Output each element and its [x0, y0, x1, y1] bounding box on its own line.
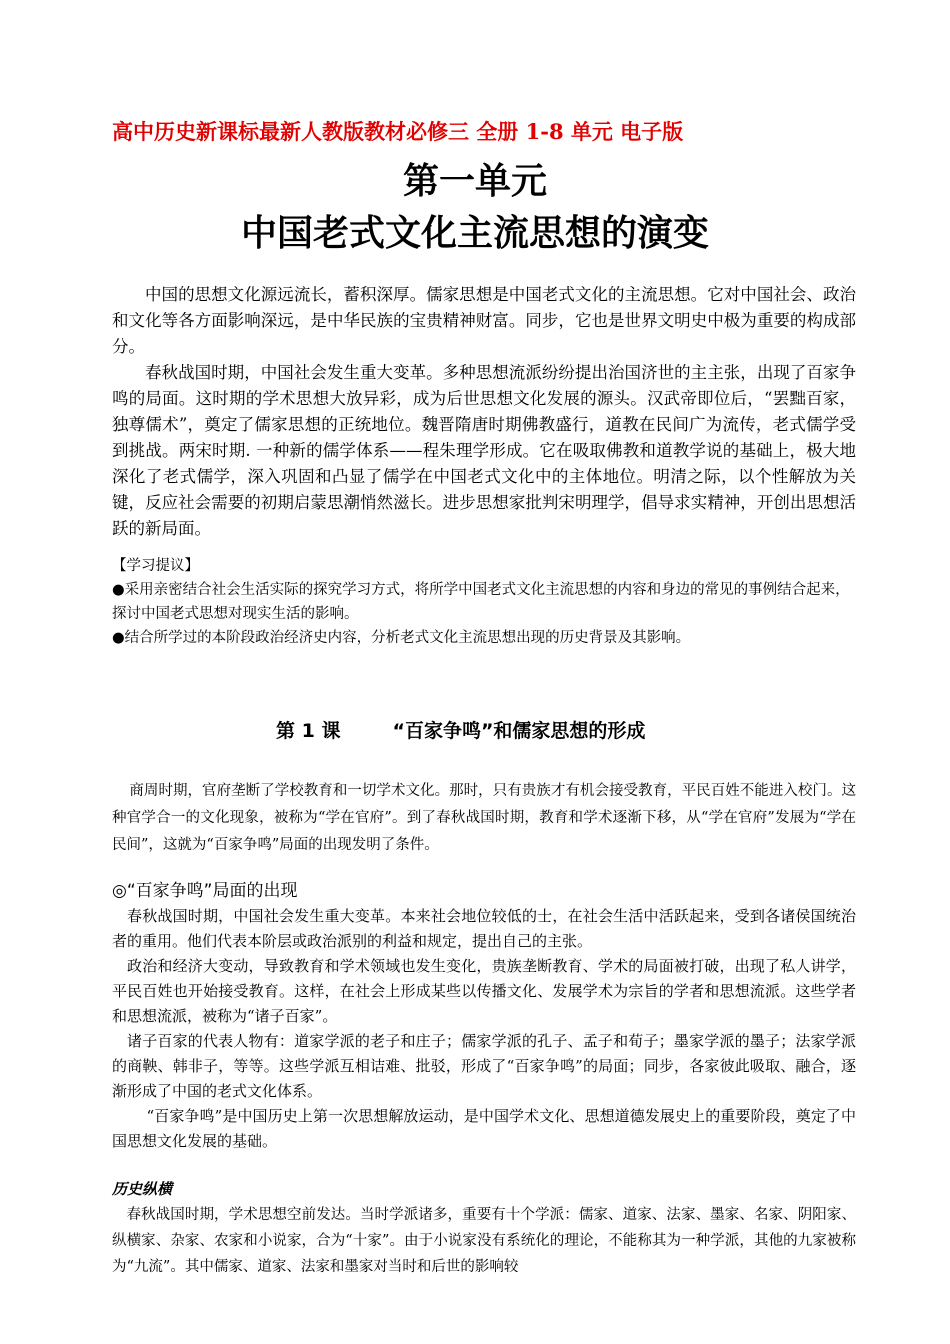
lesson-heading	[276, 716, 645, 743]
history-sidebar-body	[112, 1202, 856, 1280]
study-tip-item: ●结合所学过的本阶段政治经济史内容，分析老式文化主流思想出现的历史背景及其影响。	[112, 630, 691, 646]
lesson-title: “百家争鸣”和儒家思想的形成	[392, 720, 646, 742]
intro-paragraph: 春秋战国时期，中国社会发生重大变革。多种思想流派纷纷提出治国济世的主主张，出现了百家争鸣的局面。这时期的学术思想大放异彩，成为后世思想文化发展的源头。汉武帝即位后，“罢黜百家，独尊儒术”，奠定了儒家思想的正统地位。魏晋隋唐时期佛教盛行，道教在民间广为流传，老式儒学受到挑战。两宋时期. 一种新的儒学体系——程朱理学形成。它在吸取佛教和道教学说的基础上，极大地深化了老式儒学，深入巩固和凸显了儒学在中国老式文化中的主体地位。明清之际，以个性解放为关键，反应社会需要的初期启蒙思潮悄然滋长。进步思想家批判宋明理学，倡导求实精神，开创出思想活跃的新局面。	[112, 363, 856, 538]
section-paragraph: 政治和经济大变动，导致教育和学术领域也发生变化，贵族垄断教育、学术的局面被打破，出现了私人讲学，平民百姓也开始接受教育。这样，在社会上形成某些以传播文化、发展学术为宗旨的学者和思想流派。这些学者和思想流派，被称为“诸子百家”。	[112, 957, 856, 1025]
section-body	[112, 904, 856, 1154]
unit-intro	[112, 282, 856, 542]
study-tips	[112, 554, 856, 650]
section-paragraph: 诸子百家的代表人物有：道家学派的老子和庄子；儒家学派的孔子、孟子和荀子；墨家学派的墨子；法家学派的商鞅、韩非子，等等。这些学派互相诘难、批驳，形成了“百家争鸣”的局面；同步，各家彼此吸取、融合，逐渐形成了中国的老式文化体系。	[112, 1032, 856, 1100]
study-tip-item: ●采用亲密结合社会生活实际的探究学习方式，将所学中国老式文化主流思想的内容和身边的常见的事例结合起来，探讨中国老式思想对现实生活的影响。	[112, 582, 850, 622]
lesson-intro	[112, 778, 856, 859]
intro-paragraph: 中国的思想文化源远流长，蓄积深厚。儒家思想是中国老式文化的主流思想。它对中国社会、政治和文化等各方面影响深远，是中华民族的宝贵精神财富。同步，它也是世界文明史中极为重要的构成部分。	[112, 285, 856, 356]
lesson-number: 第 1 课	[276, 720, 341, 742]
document-title: 高中历史新课标最新人教版教材必修三 全册 1-8 单元 电子版	[112, 119, 684, 144]
history-paragraph: 春秋战国时期，学术思想空前发达。当时学派诸多，重要有十个学派：儒家、道家、法家、墨家、名家、阴阳家、纵横家、杂家、农家和小说家，合为“十家”。由于小说家没有系统化的理论，不能称其为一种学派，其他的九家被称为“九流”。其中儒家、道家、法家和墨家对当时和后世的影响较	[112, 1207, 856, 1275]
study-tips-heading: 【学习提议】	[112, 558, 199, 574]
unit-number: 第一单元	[402, 161, 547, 202]
section-paragraph: 春秋战国时期，中国社会发生重大变革。本来社会地位较低的士，在社会生活中活跃起来，受到各诸侯国统治者的重用。他们代表本阶层或政治派别的利益和规定，提出自己的主张。	[112, 907, 856, 950]
lesson-intro-paragraph: 商周时期，官府垄断了学校教育和一切学术文化。那时，只有贵族才有机会接受教育，平民百姓不能进入校门。这种官学合一的文化现象，被称为“学在官府”。到了春秋战国时期，教育和学术逐渐下移，从“学在官府”发展为“学在民间”，这就为“百家争鸣”局面的出现发明了条件。	[112, 783, 856, 853]
section-heading: ◎“百家争鸣”局面的出现	[112, 881, 298, 901]
section-paragraph: “百家争鸣”是中国历史上第一次思想解放运动，是中国学术文化、思想道德发展史上的重要阶段，奠定了中国思想文化发展的基础。	[112, 1107, 856, 1150]
history-sidebar-heading: 历史纵横	[112, 1180, 173, 1198]
unit-title: 中国老式文化主流思想的演变	[240, 213, 709, 254]
